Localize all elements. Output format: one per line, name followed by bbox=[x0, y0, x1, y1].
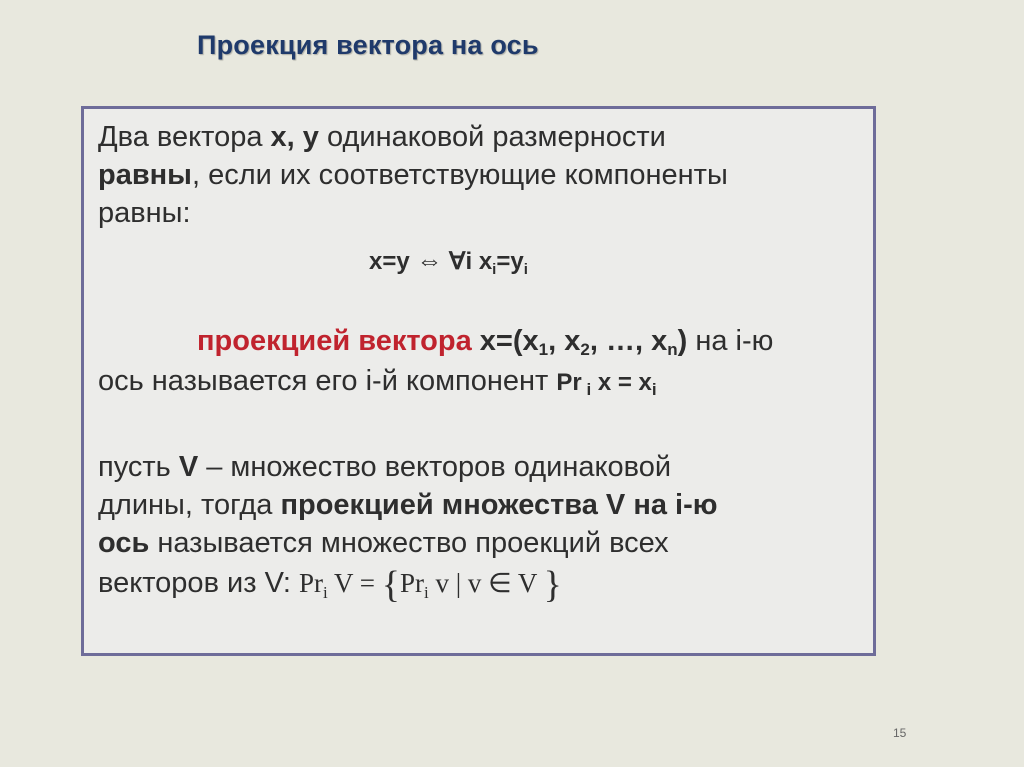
equality-formula bbox=[369, 245, 528, 276]
term-axis: ось bbox=[98, 527, 150, 559]
subscript: i bbox=[523, 261, 528, 278]
subscript: i bbox=[651, 380, 657, 399]
paragraph-line bbox=[98, 119, 666, 155]
paragraph-line bbox=[197, 323, 773, 359]
formula-part: Pr bbox=[556, 369, 582, 396]
definition-box bbox=[81, 106, 876, 656]
right-brace: } bbox=[543, 564, 562, 606]
formula-part: ) bbox=[677, 325, 688, 357]
variable-v: V bbox=[178, 451, 199, 483]
paragraph-line bbox=[98, 157, 728, 193]
formula-part: v | v ∈ V bbox=[428, 568, 544, 598]
text: векторов из V: bbox=[98, 567, 299, 599]
text: называется множество проекций всех bbox=[149, 527, 669, 559]
term-set-projection: проекцией множества V на i-ю bbox=[280, 489, 718, 521]
formula-part: ∀i x bbox=[442, 248, 493, 275]
formula-part: , x bbox=[548, 325, 581, 357]
paragraph-line bbox=[98, 195, 191, 231]
text: равны: bbox=[98, 197, 191, 229]
formula-part: =y bbox=[496, 248, 524, 275]
formula-part: x=(x bbox=[471, 325, 539, 357]
iff-symbol: ⇔ bbox=[416, 245, 443, 275]
text: ось называется его i-й компонент bbox=[98, 365, 557, 397]
text: на i-ю bbox=[687, 325, 774, 357]
formula-part: Pr bbox=[298, 568, 323, 598]
term-vector-projection: проекцией вектора bbox=[197, 325, 472, 357]
text: , если их соответствующие компоненты bbox=[191, 159, 728, 191]
term-equal: равны bbox=[98, 159, 192, 191]
subscript: 1 bbox=[538, 340, 549, 359]
subscript: i bbox=[322, 583, 328, 602]
page-number: 15 bbox=[893, 726, 907, 740]
formula-part: V = bbox=[327, 568, 382, 598]
subscript: 2 bbox=[580, 340, 590, 359]
text: длины, тогда bbox=[98, 489, 281, 521]
paragraph-line bbox=[98, 525, 669, 561]
formula-part: , …, x bbox=[589, 325, 668, 357]
text: – множество векторов одинаковой bbox=[198, 451, 672, 483]
paragraph-line bbox=[98, 363, 657, 401]
left-brace: { bbox=[381, 564, 400, 606]
subscript: n bbox=[667, 340, 678, 359]
text: Два вектора bbox=[98, 121, 271, 153]
formula-part: x=y bbox=[369, 248, 417, 275]
text: пусть bbox=[98, 451, 179, 483]
subscript: i bbox=[581, 380, 592, 399]
paragraph-line bbox=[98, 449, 671, 485]
paragraph-line bbox=[98, 564, 562, 606]
formula-part: Pr bbox=[399, 568, 424, 598]
variables-xy: x, y bbox=[270, 121, 319, 153]
subscript: i bbox=[492, 261, 497, 278]
text: одинаковой размерности bbox=[318, 121, 666, 153]
paragraph-line bbox=[98, 487, 718, 523]
slide-title: Проекция вектора на ось bbox=[197, 30, 539, 60]
formula-part: x = x bbox=[591, 369, 652, 396]
set-projection-formula bbox=[298, 564, 562, 606]
subscript: i bbox=[423, 583, 429, 602]
